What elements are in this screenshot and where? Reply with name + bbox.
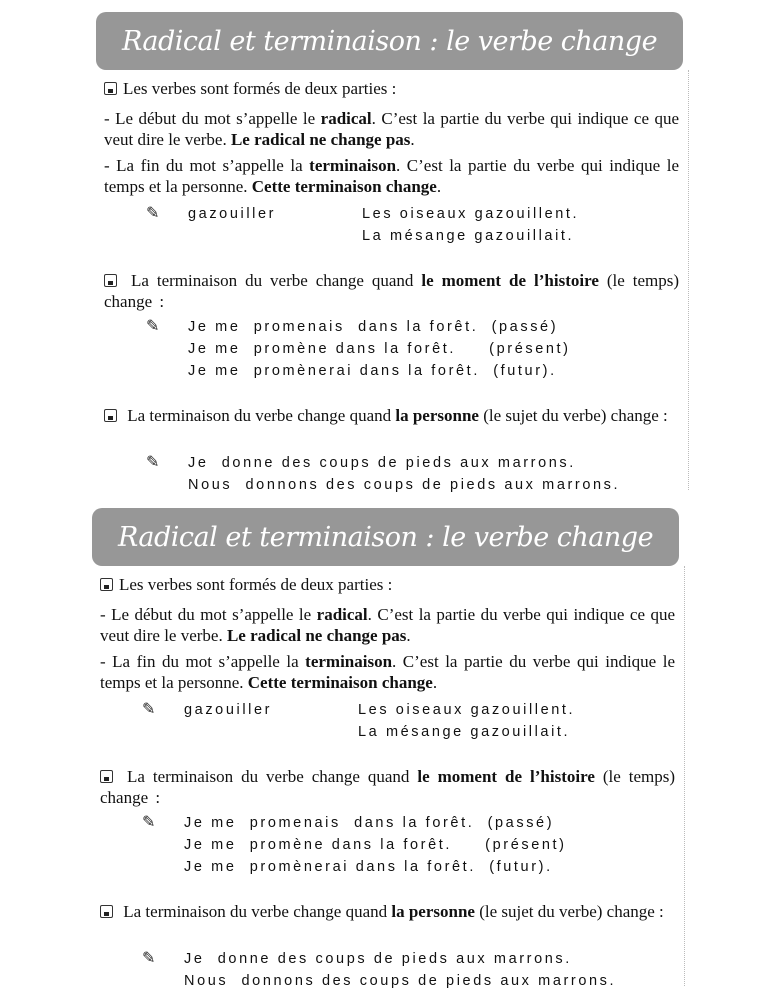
text: La terminaison du verbe change quand [130,271,422,290]
text: - La fin du mot s’appelle la [104,156,310,175]
floppy-disk-icon [100,578,113,591]
example-line: Nous donnons des coups de pieds aux marrons. [188,477,621,493]
example-line: Je me promène dans la forêt. (présent) [188,341,571,357]
text: (le sujet du verbe) change : [478,406,668,425]
floppy-disk-icon [100,905,113,918]
text: Le radical ne change pas [226,626,407,645]
lesson-sheet [0,0,768,496]
text: La terminaison du verbe change quand [126,767,418,786]
section-temps [104,270,679,312]
text: radical [316,605,368,624]
example-line: Je me promènerai dans la forêt. (futur). [188,363,557,379]
paragraph-terminaison [104,155,679,197]
example-sentence: La mésange gazouillait. [362,228,575,244]
intro [104,78,679,99]
text: la personne [395,406,479,425]
pencil-icon: ✎ [142,701,156,718]
example-line: Nous donnons des coups de pieds aux marrons. [184,973,617,989]
cut-line [688,70,689,490]
paragraph-terminaison [100,651,675,693]
text: La terminaison du verbe change quand [123,902,392,921]
cut-line [684,566,685,986]
text: - Le début du mot s’appelle le [104,109,321,128]
pencil-icon: ✎ [142,950,156,967]
floppy-disk-icon [100,770,113,783]
text: Les verbes sont formés de deux parties : [123,79,397,98]
text: . C’est la partie du verbe qui indique le temps et la personne. [104,156,679,196]
example-verb: gazouiller [184,702,273,718]
paragraph-radical [104,108,679,150]
text: Cette terminaison change [251,177,437,196]
floppy-disk-icon [104,409,117,422]
text: - Le début du mot s’appelle le [100,605,317,624]
text: . C’est la partie du verbe qui indique ce que veut dire le verbe. [100,605,675,645]
text: . C’est la partie du verbe qui indique ce que veut dire le verbe. [104,109,679,149]
pencil-icon: ✎ [142,814,156,831]
example-sentence: La mésange gazouillait. [358,724,571,740]
section-personne [100,901,675,922]
text: . [406,626,411,645]
example-line: Je me promenais dans la forêt. (passé) [188,319,559,335]
text: . [410,130,415,149]
text: terminaison [305,652,393,671]
example-verb: gazouiller [188,206,277,222]
example-line: Je me promènerai dans la forêt. (futur). [184,859,553,875]
text: La terminaison du verbe change quand [127,406,396,425]
paragraph-radical [100,604,675,646]
text: (le temps) change : [100,767,676,807]
text: terminaison [309,156,397,175]
text: (le temps) change : [104,271,680,311]
example-line: Je donne des coups de pieds aux marrons. [188,455,576,471]
pencil-icon: ✎ [146,205,160,222]
floppy-disk-icon [104,82,117,95]
title: Radical et terminaison : le verbe change [117,521,654,553]
text: Les verbes sont formés de deux parties : [119,575,393,594]
text: . C’est la partie du verbe qui indique le temps et la personne. [100,652,675,692]
text: - La fin du mot s’appelle la [100,652,306,671]
example-line: Je me promène dans la forêt. (présent) [184,837,567,853]
title-banner [92,508,679,566]
lesson-sheet [0,496,764,992]
intro [100,574,675,595]
example-line: Je donne des coups de pieds aux marrons. [184,951,572,967]
text: la personne [391,902,475,921]
text: . [436,177,442,196]
title: Radical et terminaison : le verbe change [121,25,658,57]
section-personne [104,405,679,426]
example-sentence: Les oiseaux gazouillent. [358,702,576,718]
text: radical [320,109,372,128]
example-sentence: Les oiseaux gazouillent. [362,206,580,222]
title-banner [96,12,683,70]
section-temps [100,766,675,808]
pencil-icon: ✎ [146,318,160,335]
text: (le sujet du verbe) change : [474,902,664,921]
text: . [432,673,438,692]
text: Cette terminaison change [247,673,433,692]
text: le moment de l’histoire [421,271,599,290]
floppy-disk-icon [104,274,117,287]
text: Le radical ne change pas [230,130,411,149]
pencil-icon: ✎ [146,454,160,471]
text: le moment de l’histoire [417,767,595,786]
example-line: Je me promenais dans la forêt. (passé) [184,815,555,831]
